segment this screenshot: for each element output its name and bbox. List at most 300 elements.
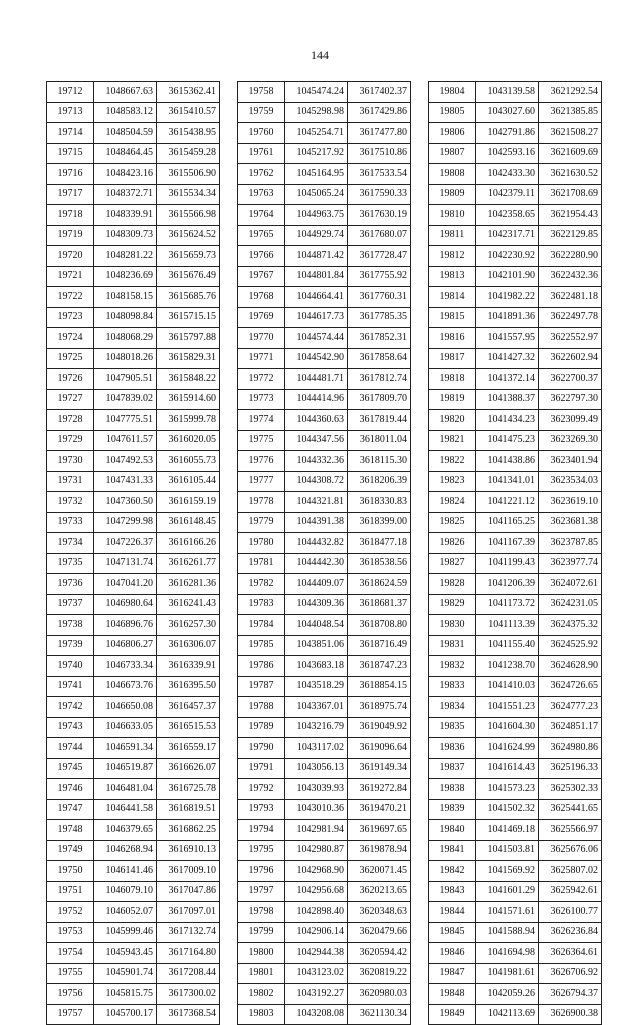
point-id-cell: 19789 (238, 717, 285, 738)
table-row (47, 430, 220, 451)
x-coordinate-cell: 1042944.38 (285, 943, 348, 964)
y-coordinate-cell: 3615676.49 (157, 266, 220, 287)
y-coordinate-cell: 3617630.19 (348, 205, 411, 226)
point-id-cell: 19825 (429, 512, 476, 533)
x-coordinate-cell: 1046481.04 (94, 779, 157, 800)
x-coordinate-cell: 1041503.81 (476, 840, 539, 861)
point-id-cell: 19721 (47, 266, 94, 287)
table-row (47, 328, 220, 349)
y-coordinate-cell: 3616105.44 (157, 471, 220, 492)
point-id-cell: 19745 (47, 758, 94, 779)
point-id-cell: 19741 (47, 676, 94, 697)
x-coordinate-cell: 1047839.02 (94, 389, 157, 410)
point-id-cell: 19786 (238, 656, 285, 677)
point-id-cell: 19797 (238, 881, 285, 902)
x-coordinate-cell: 1041427.32 (476, 348, 539, 369)
y-coordinate-cell: 3618854.15 (348, 676, 411, 697)
x-coordinate-cell: 1041551.23 (476, 697, 539, 718)
point-id-cell: 19795 (238, 840, 285, 861)
table-row (429, 820, 602, 841)
point-id-cell: 19752 (47, 902, 94, 923)
y-coordinate-cell: 3617132.74 (157, 922, 220, 943)
y-coordinate-cell: 3620213.65 (348, 881, 411, 902)
x-coordinate-cell: 1048068.29 (94, 328, 157, 349)
table-row (429, 656, 602, 677)
y-coordinate-cell: 3618681.37 (348, 594, 411, 615)
y-coordinate-cell: 3615659.73 (157, 246, 220, 267)
x-coordinate-cell: 1047611.57 (94, 430, 157, 451)
point-id-cell: 19782 (238, 574, 285, 595)
x-coordinate-cell: 1045164.95 (285, 164, 348, 185)
y-coordinate-cell: 3617097.01 (157, 902, 220, 923)
x-coordinate-cell: 1044432.82 (285, 533, 348, 554)
x-coordinate-cell: 1043027.60 (476, 102, 539, 123)
x-coordinate-cell: 1048372.71 (94, 184, 157, 205)
x-coordinate-cell: 1045298.98 (285, 102, 348, 123)
table-row (47, 492, 220, 513)
point-id-cell: 19772 (238, 369, 285, 390)
x-coordinate-cell: 1048018.26 (94, 348, 157, 369)
x-coordinate-cell: 1044963.75 (285, 205, 348, 226)
point-id-cell: 19792 (238, 779, 285, 800)
x-coordinate-cell: 1042433.30 (476, 164, 539, 185)
y-coordinate-cell: 3617429.86 (348, 102, 411, 123)
y-coordinate-cell: 3626364.61 (539, 943, 602, 964)
table-row (238, 615, 411, 636)
table-row (238, 820, 411, 841)
table-row (47, 861, 220, 882)
y-coordinate-cell: 3617858.64 (348, 348, 411, 369)
x-coordinate-cell: 1041557.95 (476, 328, 539, 349)
x-coordinate-cell: 1043216.79 (285, 717, 348, 738)
table-row (238, 471, 411, 492)
y-coordinate-cell: 3625676.06 (539, 840, 602, 861)
y-coordinate-cell: 3624231.05 (539, 594, 602, 615)
x-coordinate-cell: 1042358.65 (476, 205, 539, 226)
y-coordinate-cell: 3624851.17 (539, 717, 602, 738)
table-row (429, 266, 602, 287)
point-id-cell: 19751 (47, 881, 94, 902)
y-coordinate-cell: 3621630.52 (539, 164, 602, 185)
point-id-cell: 19739 (47, 635, 94, 656)
y-coordinate-cell: 3621609.69 (539, 143, 602, 164)
table-row (429, 430, 602, 451)
table-row (238, 143, 411, 164)
table-row (238, 717, 411, 738)
x-coordinate-cell: 1043056.13 (285, 758, 348, 779)
table-row (47, 389, 220, 410)
y-coordinate-cell: 3617812.74 (348, 369, 411, 390)
point-id-cell: 19793 (238, 799, 285, 820)
table-row (429, 922, 602, 943)
x-coordinate-cell: 1048423.16 (94, 164, 157, 185)
y-coordinate-cell: 3621954.43 (539, 205, 602, 226)
y-coordinate-cell: 3626100.77 (539, 902, 602, 923)
y-coordinate-cell: 3616055.73 (157, 451, 220, 472)
point-id-cell: 19714 (47, 123, 94, 144)
y-coordinate-cell: 3626794.37 (539, 984, 602, 1005)
x-coordinate-cell: 1048098.84 (94, 307, 157, 328)
table-row (429, 512, 602, 533)
y-coordinate-cell: 3617164.80 (157, 943, 220, 964)
table-row (429, 594, 602, 615)
table-row (429, 102, 602, 123)
y-coordinate-cell: 3615362.41 (157, 82, 220, 103)
y-coordinate-cell: 3623401.94 (539, 451, 602, 472)
table-row (238, 779, 411, 800)
y-coordinate-cell: 3623269.30 (539, 430, 602, 451)
point-id-cell: 19766 (238, 246, 285, 267)
x-coordinate-cell: 1045474.24 (285, 82, 348, 103)
point-id-cell: 19740 (47, 656, 94, 677)
x-coordinate-cell: 1044409.07 (285, 574, 348, 595)
y-coordinate-cell: 3622497.78 (539, 307, 602, 328)
x-coordinate-cell: 1041569.92 (476, 861, 539, 882)
point-id-cell: 19810 (429, 205, 476, 226)
y-coordinate-cell: 3615566.98 (157, 205, 220, 226)
table-row (47, 205, 220, 226)
x-coordinate-cell: 1041221.12 (476, 492, 539, 513)
point-id-cell: 19730 (47, 451, 94, 472)
y-coordinate-cell: 3615999.78 (157, 410, 220, 431)
point-id-cell: 19713 (47, 102, 94, 123)
point-id-cell: 19759 (238, 102, 285, 123)
point-id-cell: 19840 (429, 820, 476, 841)
point-id-cell: 19839 (429, 799, 476, 820)
y-coordinate-cell: 3621130.34 (348, 1004, 411, 1025)
table-row (47, 184, 220, 205)
x-coordinate-cell: 1042059.26 (476, 984, 539, 1005)
x-coordinate-cell: 1042230.92 (476, 246, 539, 267)
table-row (47, 348, 220, 369)
point-id-cell: 19815 (429, 307, 476, 328)
point-id-cell: 19814 (429, 287, 476, 308)
x-coordinate-cell: 1048309.73 (94, 225, 157, 246)
point-id-cell: 19722 (47, 287, 94, 308)
y-coordinate-cell: 3616725.78 (157, 779, 220, 800)
table-row (238, 307, 411, 328)
table-row (47, 512, 220, 533)
table-row (238, 738, 411, 759)
table-row (238, 697, 411, 718)
x-coordinate-cell: 1041982.22 (476, 287, 539, 308)
y-coordinate-cell: 3619470.21 (348, 799, 411, 820)
x-coordinate-cell: 1041981.61 (476, 963, 539, 984)
y-coordinate-cell: 3620594.42 (348, 943, 411, 964)
y-coordinate-cell: 3623977.74 (539, 553, 602, 574)
y-coordinate-cell: 3625196.33 (539, 758, 602, 779)
point-id-cell: 19823 (429, 471, 476, 492)
point-id-cell: 19843 (429, 881, 476, 902)
x-coordinate-cell: 1045943.45 (94, 943, 157, 964)
table-row (47, 635, 220, 656)
y-coordinate-cell: 3617590.33 (348, 184, 411, 205)
point-id-cell: 19848 (429, 984, 476, 1005)
table-row (429, 676, 602, 697)
table-row (238, 574, 411, 595)
table-row (238, 328, 411, 349)
y-coordinate-cell: 3617368.54 (157, 1004, 220, 1025)
point-id-cell: 19794 (238, 820, 285, 841)
y-coordinate-cell: 3619049.92 (348, 717, 411, 738)
table-row (429, 779, 602, 800)
x-coordinate-cell: 1043139.58 (476, 82, 539, 103)
x-coordinate-cell: 1042317.71 (476, 225, 539, 246)
x-coordinate-cell: 1046673.76 (94, 676, 157, 697)
point-id-cell: 19731 (47, 471, 94, 492)
table-row (47, 266, 220, 287)
y-coordinate-cell: 3626706.92 (539, 963, 602, 984)
point-id-cell: 19790 (238, 738, 285, 759)
point-id-cell: 19775 (238, 430, 285, 451)
y-coordinate-cell: 3616910.13 (157, 840, 220, 861)
point-id-cell: 19770 (238, 328, 285, 349)
table-row (47, 881, 220, 902)
y-coordinate-cell: 3618975.74 (348, 697, 411, 718)
x-coordinate-cell: 1045700.17 (94, 1004, 157, 1025)
x-coordinate-cell: 1047299.98 (94, 512, 157, 533)
x-coordinate-cell: 1041571.61 (476, 902, 539, 923)
y-coordinate-cell: 3617785.35 (348, 307, 411, 328)
table-row (429, 615, 602, 636)
point-id-cell: 19813 (429, 266, 476, 287)
y-coordinate-cell: 3615459.28 (157, 143, 220, 164)
y-coordinate-cell: 3617680.07 (348, 225, 411, 246)
x-coordinate-cell: 1046079.10 (94, 881, 157, 902)
table-row (429, 471, 602, 492)
x-coordinate-cell: 1043010.36 (285, 799, 348, 820)
point-id-cell: 19720 (47, 246, 94, 267)
x-coordinate-cell: 1045065.24 (285, 184, 348, 205)
y-coordinate-cell: 3616281.36 (157, 574, 220, 595)
table-row (429, 205, 602, 226)
table-row (429, 697, 602, 718)
x-coordinate-cell: 1044321.81 (285, 492, 348, 513)
y-coordinate-cell: 3618399.00 (348, 512, 411, 533)
table-row (429, 943, 602, 964)
table-row (429, 635, 602, 656)
point-id-cell: 19799 (238, 922, 285, 943)
x-coordinate-cell: 1043117.02 (285, 738, 348, 759)
point-id-cell: 19765 (238, 225, 285, 246)
y-coordinate-cell: 3617402.37 (348, 82, 411, 103)
point-id-cell: 19812 (429, 246, 476, 267)
x-coordinate-cell: 1047360.50 (94, 492, 157, 513)
point-id-cell: 19838 (429, 779, 476, 800)
point-id-cell: 19781 (238, 553, 285, 574)
x-coordinate-cell: 1041588.94 (476, 922, 539, 943)
point-id-cell: 19744 (47, 738, 94, 759)
point-id-cell: 19803 (238, 1004, 285, 1025)
coordinate-table-2 (237, 81, 411, 1025)
y-coordinate-cell: 3623681.38 (539, 512, 602, 533)
y-coordinate-cell: 3620348.63 (348, 902, 411, 923)
x-coordinate-cell: 1044481.71 (285, 369, 348, 390)
table-row (429, 881, 602, 902)
x-coordinate-cell: 1048236.69 (94, 266, 157, 287)
x-coordinate-cell: 1048583.12 (94, 102, 157, 123)
table-row (429, 799, 602, 820)
point-id-cell: 19787 (238, 676, 285, 697)
point-id-cell: 19746 (47, 779, 94, 800)
x-coordinate-cell: 1042968.90 (285, 861, 348, 882)
table-row (238, 881, 411, 902)
table-row (238, 225, 411, 246)
table-row (429, 246, 602, 267)
table-row (238, 553, 411, 574)
x-coordinate-cell: 1042379.11 (476, 184, 539, 205)
point-id-cell: 19750 (47, 861, 94, 882)
point-id-cell: 19816 (429, 328, 476, 349)
table-row (429, 410, 602, 431)
x-coordinate-cell: 1046896.76 (94, 615, 157, 636)
point-id-cell: 19785 (238, 635, 285, 656)
x-coordinate-cell: 1043123.02 (285, 963, 348, 984)
y-coordinate-cell: 3621508.27 (539, 123, 602, 144)
point-id-cell: 19749 (47, 840, 94, 861)
x-coordinate-cell: 1044871.42 (285, 246, 348, 267)
table-row (429, 738, 602, 759)
page-number: 144 (311, 48, 329, 62)
x-coordinate-cell: 1041388.37 (476, 389, 539, 410)
y-coordinate-cell: 3623099.49 (539, 410, 602, 431)
table-row (429, 123, 602, 144)
point-id-cell: 19733 (47, 512, 94, 533)
x-coordinate-cell: 1041614.43 (476, 758, 539, 779)
table-row (429, 164, 602, 185)
y-coordinate-cell: 3625302.33 (539, 779, 602, 800)
table-row (47, 799, 220, 820)
y-coordinate-cell: 3618115.30 (348, 451, 411, 472)
y-coordinate-cell: 3617208.44 (157, 963, 220, 984)
table-row (429, 143, 602, 164)
table-row (429, 861, 602, 882)
table-row (238, 492, 411, 513)
point-id-cell: 19727 (47, 389, 94, 410)
table-row (238, 635, 411, 656)
y-coordinate-cell: 3620980.03 (348, 984, 411, 1005)
table-row (238, 287, 411, 308)
table-row (47, 840, 220, 861)
x-coordinate-cell: 1041891.36 (476, 307, 539, 328)
y-coordinate-cell: 3617047.86 (157, 881, 220, 902)
point-id-cell: 19729 (47, 430, 94, 451)
table-row (238, 369, 411, 390)
y-coordinate-cell: 3616626.07 (157, 758, 220, 779)
table-row (47, 102, 220, 123)
table-row (238, 164, 411, 185)
y-coordinate-cell: 3620819.22 (348, 963, 411, 984)
y-coordinate-cell: 3617477.80 (348, 123, 411, 144)
point-id-cell: 19764 (238, 205, 285, 226)
point-id-cell: 19844 (429, 902, 476, 923)
table-row (238, 123, 411, 144)
x-coordinate-cell: 1043192.27 (285, 984, 348, 1005)
point-id-cell: 19780 (238, 533, 285, 554)
x-coordinate-cell: 1041573.23 (476, 779, 539, 800)
x-coordinate-cell: 1045217.92 (285, 143, 348, 164)
table-row (429, 451, 602, 472)
point-id-cell: 19834 (429, 697, 476, 718)
point-id-cell: 19736 (47, 574, 94, 595)
x-coordinate-cell: 1041165.25 (476, 512, 539, 533)
y-coordinate-cell: 3618330.83 (348, 492, 411, 513)
y-coordinate-cell: 3624072.61 (539, 574, 602, 595)
y-coordinate-cell: 3623619.10 (539, 492, 602, 513)
y-coordinate-cell: 3615410.57 (157, 102, 220, 123)
point-id-cell: 19769 (238, 307, 285, 328)
x-coordinate-cell: 1042981.94 (285, 820, 348, 841)
table-row (47, 451, 220, 472)
y-coordinate-cell: 3618538.56 (348, 553, 411, 574)
table-row (238, 676, 411, 697)
point-id-cell: 19845 (429, 922, 476, 943)
table-row (47, 943, 220, 964)
table-row (429, 840, 602, 861)
point-id-cell: 19830 (429, 615, 476, 636)
x-coordinate-cell: 1041113.39 (476, 615, 539, 636)
point-id-cell: 19826 (429, 533, 476, 554)
y-coordinate-cell: 3621292.54 (539, 82, 602, 103)
table-row (238, 266, 411, 287)
x-coordinate-cell: 1047492.53 (94, 451, 157, 472)
x-coordinate-cell: 1041206.39 (476, 574, 539, 595)
y-coordinate-cell: 3624525.92 (539, 635, 602, 656)
x-coordinate-cell: 1044542.90 (285, 348, 348, 369)
x-coordinate-cell: 1042593.16 (476, 143, 539, 164)
point-id-cell: 19761 (238, 143, 285, 164)
y-coordinate-cell: 3617009.10 (157, 861, 220, 882)
point-id-cell: 19836 (429, 738, 476, 759)
y-coordinate-cell: 3622129.85 (539, 225, 602, 246)
y-coordinate-cell: 3625807.02 (539, 861, 602, 882)
x-coordinate-cell: 1048464.45 (94, 143, 157, 164)
x-coordinate-cell: 1044308.72 (285, 471, 348, 492)
x-coordinate-cell: 1042906.14 (285, 922, 348, 943)
x-coordinate-cell: 1041199.43 (476, 553, 539, 574)
point-id-cell: 19712 (47, 82, 94, 103)
y-coordinate-cell: 3616559.17 (157, 738, 220, 759)
x-coordinate-cell: 1043851.06 (285, 635, 348, 656)
y-coordinate-cell: 3615624.52 (157, 225, 220, 246)
table-row (238, 82, 411, 103)
y-coordinate-cell: 3622700.37 (539, 369, 602, 390)
point-id-cell: 19784 (238, 615, 285, 636)
y-coordinate-cell: 3623534.03 (539, 471, 602, 492)
y-coordinate-cell: 3617510.86 (348, 143, 411, 164)
y-coordinate-cell: 3622602.94 (539, 348, 602, 369)
point-id-cell: 19715 (47, 143, 94, 164)
coordinate-table-3 (428, 81, 602, 1025)
point-id-cell: 19837 (429, 758, 476, 779)
table-row (429, 984, 602, 1005)
point-id-cell: 19725 (47, 348, 94, 369)
table-row (238, 594, 411, 615)
table-row (429, 348, 602, 369)
point-id-cell: 19754 (47, 943, 94, 964)
table-row (47, 779, 220, 800)
table-row (47, 717, 220, 738)
y-coordinate-cell: 3619149.34 (348, 758, 411, 779)
y-coordinate-cell: 3622481.18 (539, 287, 602, 308)
y-coordinate-cell: 3616515.53 (157, 717, 220, 738)
point-id-cell: 19846 (429, 943, 476, 964)
point-id-cell: 19724 (47, 328, 94, 349)
y-coordinate-cell: 3616306.07 (157, 635, 220, 656)
y-coordinate-cell: 3620071.45 (348, 861, 411, 882)
table-row (47, 143, 220, 164)
y-coordinate-cell: 3621385.85 (539, 102, 602, 123)
